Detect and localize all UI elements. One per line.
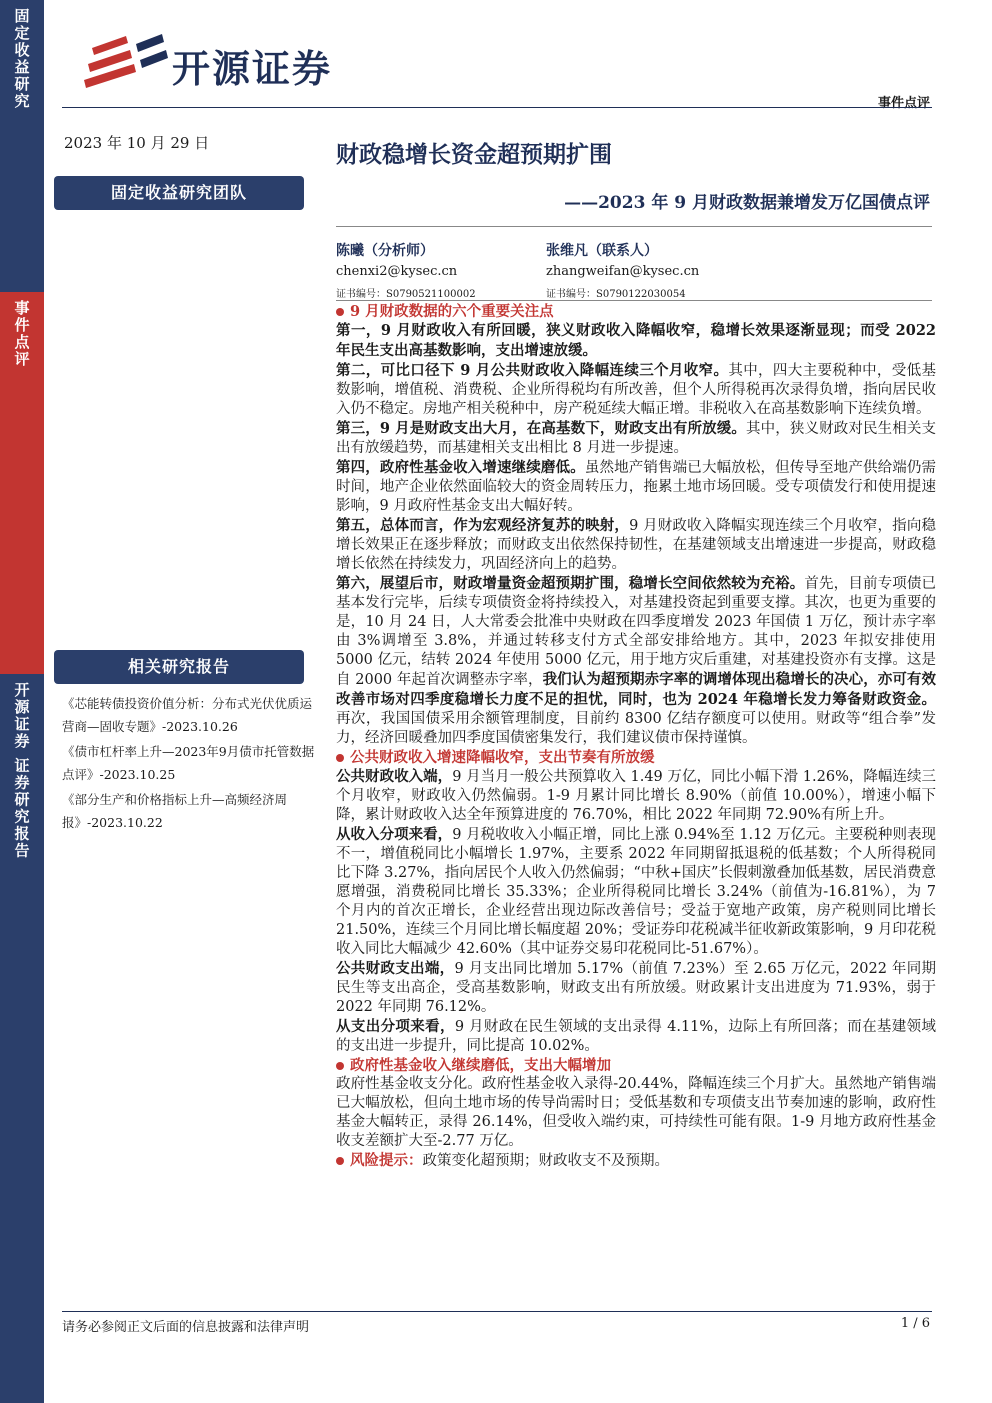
author-divider-bottom: [336, 300, 932, 301]
related-report-link[interactable]: 《债市杠杆率上升—2023年9月债市托管数据点评》-2023.10.25: [62, 744, 315, 782]
paragraph: 第一，9 月财政收入有所回暖，狭义财政收入降幅收窄，稳增长效果逐渐显现；而受 2022 年民生支出高基数影响，支出增速放缓。: [336, 322, 936, 359]
section-heading: 公共财政收入增速降幅收窄，支出节奏有所放缓: [336, 748, 936, 767]
paragraph: 政府性基金收支分化。政府性基金收入录得-20.44%，降幅连续三个月扩大。虽然地产销售端已大幅放松，但向土地市场的传导尚需时日；受低基数和专项债支出节奏加速的影响，政府性基金大幅转正，录得 26.14%，但受收入端约束，可持续性可能有限。1-9 月地方政府性基金收支差额扩大至-2.77 万亿。: [336, 1076, 936, 1149]
author-name: 张维凡（联系人）: [546, 243, 658, 259]
related-label: 相关研究报告: [54, 650, 304, 684]
author-block: [336, 240, 476, 300]
page-title: 财政稳增长资金超预期扩围: [336, 141, 612, 168]
section-heading: 政府性基金收入继续磨低，支出大幅增加: [336, 1056, 936, 1075]
risk-note: 风险提示：政策变化超预期；财政收支不及预期。: [336, 1151, 936, 1171]
logo-wordmark: 开源证券: [172, 47, 333, 91]
paragraph: 公共财政收入端，9 月当月一般公共预算收入 1.49 万亿，同比小幅下滑 1.26%，降幅连续三个月收窄，财政收入仍然偏弱。1-9 月累计同比增长 8.90%（前值 10.00%），增速小幅下降，累计财政收入达全年预算进度的 76.70%，相比 2022 年同期 72.90%有所上升。: [336, 768, 937, 823]
header-divider: [62, 107, 932, 108]
paragraph: 从支出分项来看，9 月财政在民生领域的支出录得 4.11%，边际上有所回落；而在基建领域的支出进一步提升，同比提高 10.02%。: [336, 1018, 936, 1054]
author-cert: 证书编号：S0790122030054: [546, 289, 686, 300]
bullet-icon: [336, 308, 344, 316]
related-report-link[interactable]: 《部分生产和价格指标上升—高频经济周报》-2023.10.22: [62, 792, 288, 830]
author-block: [546, 240, 699, 300]
paragraph: 第六，展望后市，财政增量资金超预期扩围，稳增长空间依然较为充裕。首先，目前专项债已基本发行完毕，后续专项债资金将持续投入，对基建投资起到重要支撑。其次，也更为重要的是，10 月 24 日，人大常委会批准中央财政在四季度增发 2023 年国债 1 万亿，预计赤字率由 3%调增至 3.8%，并通过转移支付方式全部安排给地方。其中，2023 年拟安排使用 5000 亿元，结转 2024 年使用 5000 亿元，用于地方灾后重建，对基建投资亦有支撑。这是自 2000 年起首次调整赤字率，我们认为超预期赤字率的调增体现出稳增长的决心，亦可有效改善市场对四季度稳增长力度不足的担忧，同时，也为 2024 年稳增长发力筹备财政资金。再次，我国国债采用余额管理制度，目前约 8300 亿结存额度可以使用。财政等“组合拳”发力，经济回暖叠加四季度国债密集发行，我们建议债市保持谨慎。: [336, 575, 937, 746]
paragraph: 公共财政支出端，9 月支出同比增加 5.17%（前值 7.23%）至 2.65 万亿元，2022 年同期民生等支出高企，受高基数影响，财政支出有所放缓。财政累计支出进度为 71.93%，弱于 2022 年同期 76.12%。: [336, 960, 937, 1015]
section-heading: 9 月财政数据的六个重要关注点: [336, 302, 936, 321]
team-label: 固定收益研究团队: [54, 176, 304, 210]
footer-divider: [62, 1311, 932, 1312]
publish-date: 2023 年 10 月 29 日: [64, 134, 210, 152]
sidebar-category: 固定收益研究: [0, 0, 44, 292]
page-number: 1 / 6: [900, 1316, 930, 1331]
sidebar: [0, 0, 44, 1403]
paragraph: 从收入分项来看，9 月税收收入小幅正增，同比上涨 0.94%至 1.12 万亿元。主要税种则表现不一，增值税同比小幅增长 1.97%，主要系 2022 年同期留抵退税的低基数；个人所得税同比下降 3.27%，指向居民个人收入仍然偏弱；“中秋+国庆”长假刺激叠加低基数，居民消费意愿增强，消费税同比增长 35.33%；企业所得税同比增长 3.24%（前值为-16.81%），为 7 个月内的首次正增长，企业经营出现边际改善信号；受益于宽地产政策，房产税则同比增长 21.50%，连续三个月同比增长幅度超 20%；受证券印花税减半征收新政策影响，9 月印花税收入同比大幅减少 42.60%（其中证券交易印花税同比-51.67%）。: [336, 826, 937, 957]
author-cert: 证书编号：S0790521100002: [336, 289, 476, 300]
doc-type-tag: 事件点评: [877, 96, 930, 111]
related-report-link[interactable]: 《芯能转债投资价值分析：分布式光伏优质运营商—固收专题》-2023.10.26: [62, 696, 313, 734]
author-email: zhangweifan@kysec.cn: [546, 264, 700, 279]
bullet-icon: [336, 754, 344, 762]
page-subtitle: ——2023 年 9 月财政数据兼增发万亿国债点评: [564, 193, 930, 213]
author-divider-top: [336, 226, 932, 227]
author-name: 陈曦（分析师）: [336, 243, 434, 259]
paragraph: 第四，政府性基金收入增速继续磨低。虽然地产销售端已大幅放松，但传导至地产供给端仍需时间，地产企业依然面临较大的资金周转压力，拖累土地市场回暖。受专项债发行和使用提速影响，9 月政府性基金支出大幅好转。: [336, 459, 937, 514]
paragraph: 第三，9 月是财政支出大月，在高基数下，财政支出有所放缓。其中，狭义财政对民生相关支出有放缓趋势，而基建相关支出相比 8 月进一步提速。: [336, 420, 937, 456]
related-reports: [62, 692, 324, 836]
author-email: chenxi2@kysec.cn: [336, 264, 458, 279]
footer-disclaimer: 请务必参阅正文后面的信息披露和法律声明: [62, 1320, 310, 1335]
bullet-icon: [336, 1062, 344, 1070]
paragraph: 第五，总体而言，作为宏观经济复苏的映射，9 月财政收入降幅实现连续三个月收窄，指向稳增长效果正在逐步释放；而财政支出依然保持韧性，在基建领域支出增速进一步提高，财政稳增长依然在持续发力，巩固经济向上的趋势。: [336, 517, 936, 572]
report-body: [336, 302, 936, 1171]
paragraph: 第二，可比口径下 9 月公共财政收入降幅连续三个月收窄。其中，四大主要税种中，受低基数影响，增值税、消费税、企业所得税均有所改善，但个人所得税再次录得负增，指向居民收入仍不稳定。房地产相关税种中，房产税延续大幅正增。非税收入在高基数影响下连续负增。: [336, 362, 936, 417]
sidebar-publisher: 开源证券 证券研究报告: [0, 674, 44, 1403]
sidebar-doc-type: 事件点评: [0, 292, 44, 674]
bullet-icon: [336, 1157, 344, 1165]
